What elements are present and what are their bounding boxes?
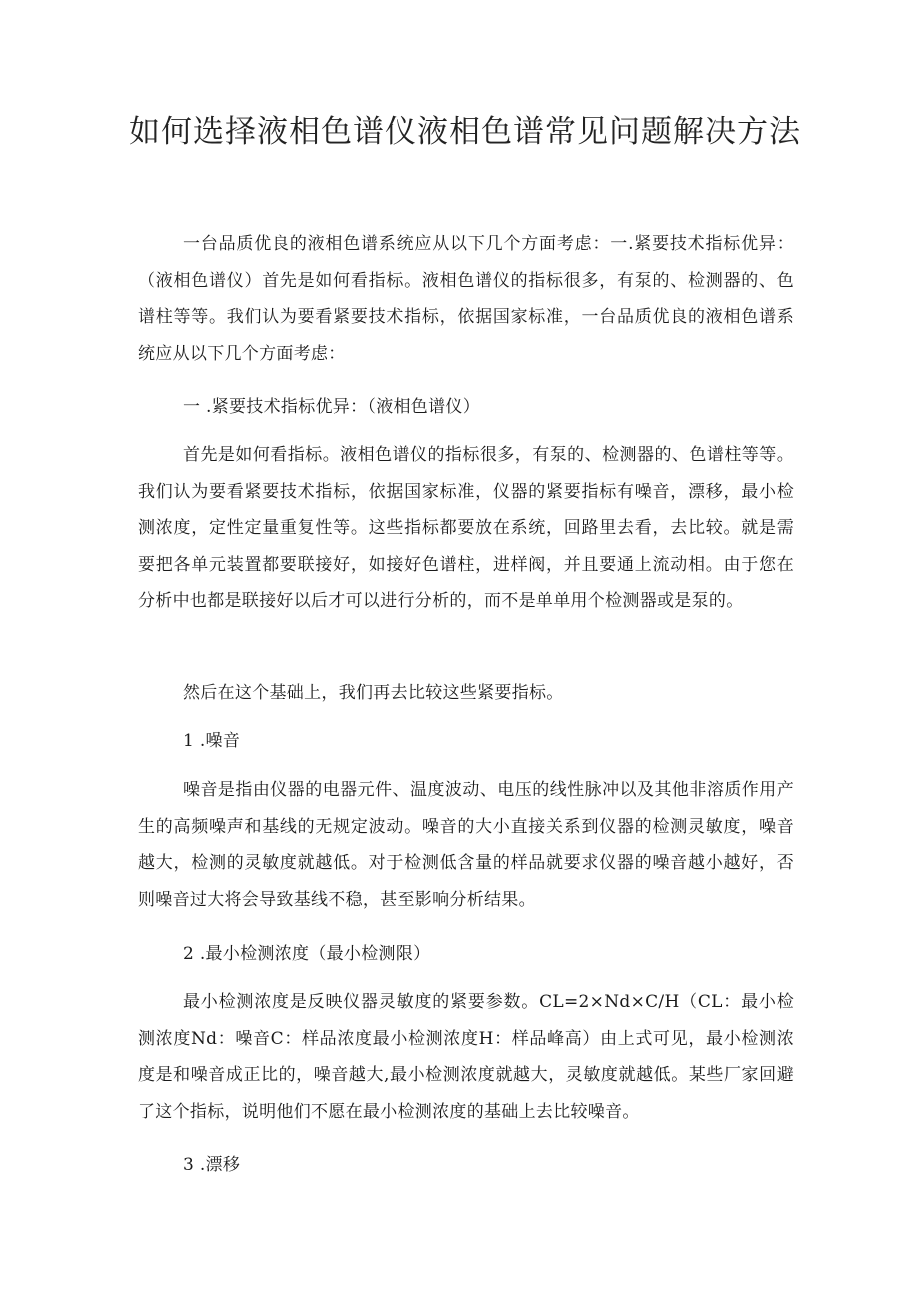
intro-paragraph: 一台品质优良的液相色谱系统应从以下几个方面考虑：一.紧要技术指标优异：（液相色谱仪）首先是如何看指标。液相色谱仪的指标很多，有泵的、检测器的、色谱柱等等。我们认为要看紧要技术指标，依据国家标准，一台品质优良的液相色谱系统应从以下几个方面考虑： <box>138 234 794 364</box>
min-detection-paragraph: 最小检测浓度是反映仪器灵敏度的紧要参数。CL=2×Nd×C/H（CL：最小检测浓度Nd：噪音C：样品浓度最小检测浓度H：样品峰高）由上式可见，最小检测浓度是和噪音成正比的，噪音越大,最小检测浓度就越大，灵敏度就越低。某些厂家回避了这个指标，说明他们不愿在最小检测浓度的基础上去比较噪音。 <box>138 992 794 1122</box>
noise-paragraph: 噪音是指由仪器的电器元件、温度波动、电压的线性脉冲以及其他非溶质作用产生的高频噪声和基线的无规定波动。噪音的大小直接关系到仪器的检测灵敏度，噪音越大，检测的灵敏度就越低。对于检测低含量的样品就要求仪器的噪音越小越好，否则噪音过大将会导致基线不稳，甚至影响分析结果。 <box>138 780 794 910</box>
section-heading-1: 一 .紧要技术指标优异：（液相色谱仪） <box>183 397 481 417</box>
subheading-noise: 1 .噪音 <box>183 731 241 751</box>
indicators-paragraph: 首先是如何看指标。液相色谱仪的指标很多，有泵的、检测器的、色谱柱等等。我们认为要看紧要技术指标，依据国家标准，仪器的紧要指标有噪音，漂移，最小检测浓度，定性定量重复性等。这些指标都要放在系统，回路里去看，去比较。就是需要把各单元装置都要联接好，如接好色谱柱，进样阀，并且要通上流动相。由于您在分析中也都是联接好以后才可以进行分析的，而不是单单用个检测器或是泵的。 <box>138 445 794 611</box>
subheading-min-detection: 2 .最小检测浓度（最小检测限） <box>183 944 431 964</box>
comparison-paragraph: 然后在这个基础上，我们再去比较这些紧要指标。 <box>183 683 564 703</box>
subheading-drift: 3 .漂移 <box>183 1155 241 1175</box>
page-title: 如何选择液相色谱仪液相色谱常见问题解决方法 <box>129 114 801 150</box>
